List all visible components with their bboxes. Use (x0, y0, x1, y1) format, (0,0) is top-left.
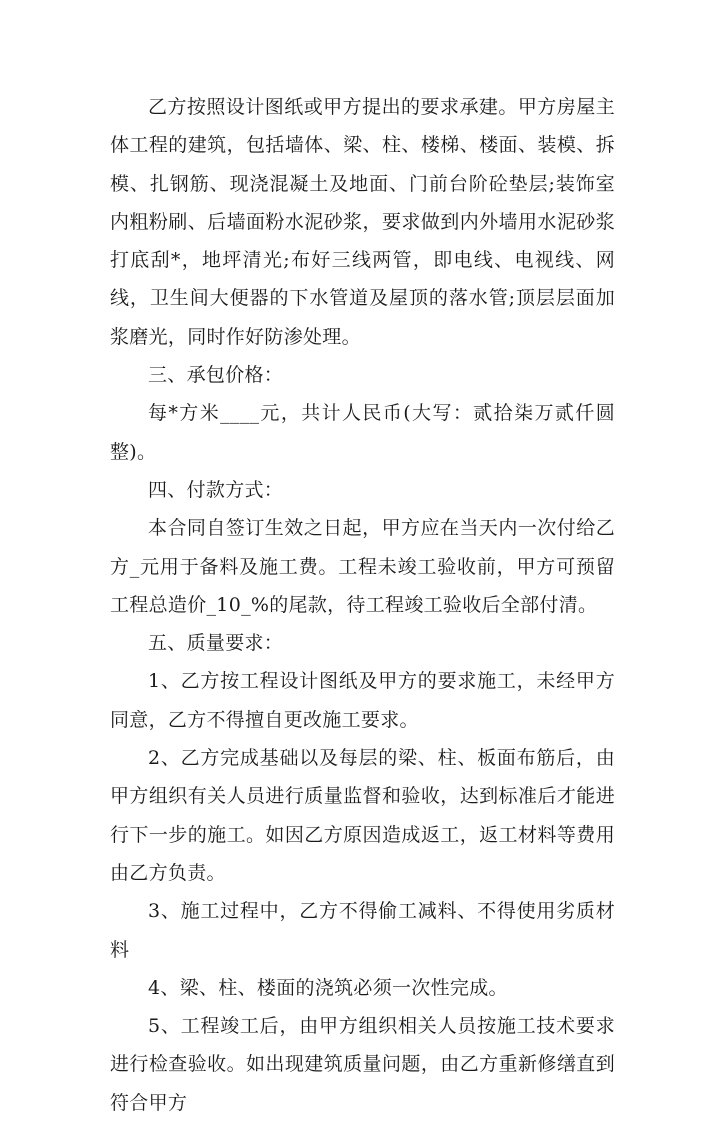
paragraph-payment-detail: 本合同自签订生效之日起，甲方应在当天内一次付给乙方_元用于备料及施工费。工程未竣工验收前，甲方可预留工程总造价_10_%的尾款，待工程竣工验收后全部付清。 (110, 517, 615, 616)
paragraph-construction-scope: 乙方按照设计图纸或甲方提出的要求承建。甲方房屋主体工程的建筑，包括墙体、梁、柱、楼梯、楼面、装模、拆模、扎钢筋、现浇混凝土及地面、门前台阶砼垫层;装饰室内粗粉刷、后墙面粉水泥砂浆，要求做到内外墙用水泥砂浆打底刮*，地坪清光;布好三线两管，即电线、电视线、网线，卫生间大便器的下水管道及屋顶的落水管;顶层层面加浆磨光，同时作好防渗处理。 (110, 96, 615, 348)
heading-contract-price: 三、承包价格： (148, 364, 284, 387)
list-item-quality-2: 2、乙方完成基础以及每层的梁、柱、板面布筋后，由甲方组织有关人员进行质量监督和验收，达到标准后才能进行下一步的施工。如因乙方原因造成返工，返工材料等费用由乙方负责。 (110, 747, 615, 884)
heading-quality-requirements: 五、质量要求： (148, 632, 284, 655)
list-item-quality-3: 3、施工过程中，乙方不得偷工减料、不得使用劣质材料 (110, 900, 615, 961)
list-item-quality-4: 4、梁、柱、楼面的浇筑必须一次性完成。 (148, 976, 508, 999)
document-body (110, 88, 615, 1122)
heading-payment-method: 四、付款方式： (148, 478, 284, 501)
list-item-quality-1: 1、乙方按工程设计图纸及甲方的要求施工，未经甲方同意，乙方不得擅自更改施工要求。 (110, 670, 615, 731)
list-item-quality-5: 5、工程竣工后，由甲方组织相关人员按施工技术要求进行检查验收。如出现建筑质量问题，由乙方重新修缮直到符合甲方 (110, 1015, 615, 1114)
paragraph-price-detail: 每*方米____元，共计人民币(大写：贰拾柒万贰仟圆整)。 (110, 402, 615, 463)
